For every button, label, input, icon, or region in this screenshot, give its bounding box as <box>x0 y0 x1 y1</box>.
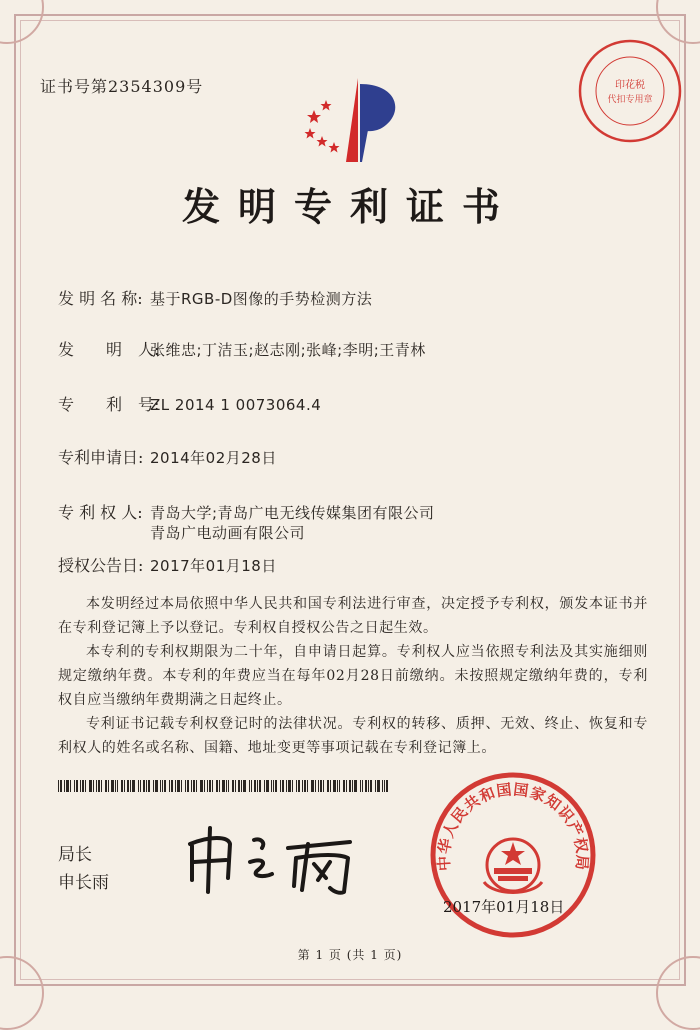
barcode-bar <box>368 780 369 792</box>
barcode-bar <box>124 780 125 792</box>
barcode-icon <box>58 780 388 792</box>
barcode-bar <box>327 780 329 792</box>
barcode-bar <box>101 780 102 792</box>
barcode-bar <box>193 780 195 792</box>
field-label: 专 利 权 人: <box>58 503 143 522</box>
barcode-bar <box>302 780 303 792</box>
barcode-bar <box>304 780 306 792</box>
barcode-bar <box>185 780 186 792</box>
barcode-bar <box>160 780 161 792</box>
barcode-bar <box>89 780 92 792</box>
barcode-bar <box>140 780 141 792</box>
barcode-bar <box>146 780 147 792</box>
barcode-bar <box>115 780 116 792</box>
barcode-bar <box>257 780 258 792</box>
field-grant-date <box>58 553 277 576</box>
barcode-bar <box>349 780 351 792</box>
barcode-bar <box>93 780 94 792</box>
barcode-bar <box>339 780 340 792</box>
barcode-bar <box>370 780 372 792</box>
field-value: ZL 2014 1 0073064.4 <box>150 396 322 414</box>
barcode-bar <box>315 780 316 792</box>
paragraph-term: 本专利的专利权期限为二十年，自申请日起算。专利权人应当依照专利法及其实施细则规定缴纳年费。本专利的年费应当在每年02月28日前缴纳。未按照规定缴纳年费的，专利权自应当缴纳年费期满之日起终止。 <box>58 644 648 708</box>
barcode-bar <box>74 780 75 792</box>
svg-text:印花税: 印花税 <box>615 80 645 91</box>
barcode-bar <box>209 780 211 792</box>
field-value: 基于RGB-D图像的手势检测方法 <box>150 290 373 308</box>
barcode-bar <box>320 780 322 792</box>
barcode-bar <box>127 780 129 792</box>
field-value: 青岛广电动画有限公司 <box>150 524 306 542</box>
barcode-bar <box>85 780 86 792</box>
barcode-bar <box>207 780 208 792</box>
barcode-bar <box>232 780 234 792</box>
barcode-bar <box>108 780 109 792</box>
body-text <box>58 592 648 760</box>
barcode-bar <box>96 780 97 792</box>
barcode-bar <box>377 780 380 792</box>
barcode-bar <box>82 780 84 792</box>
barcode-bar <box>271 780 272 792</box>
barcode-bar <box>111 780 114 792</box>
barcode-bar <box>58 780 59 792</box>
field-filing-date <box>58 445 277 468</box>
barcode-bar <box>238 780 240 792</box>
barcode-bar <box>148 780 150 792</box>
barcode-bar <box>360 780 361 792</box>
field-patentee-continued <box>58 522 305 543</box>
barcode-bar <box>171 780 173 792</box>
barcode-bar <box>275 780 277 792</box>
barcode-bar <box>254 780 256 792</box>
svg-text:代扣专用章: 代扣专用章 <box>607 95 653 105</box>
barcode-bar <box>121 780 123 792</box>
barcode-bar <box>196 780 197 792</box>
barcode-bar <box>343 780 345 792</box>
barcode-bar <box>138 780 139 792</box>
field-value: 青岛大学;青岛广电无线传媒集团有限公司 <box>150 504 435 522</box>
barcode-bar <box>66 780 69 792</box>
paragraph-grant: 本发明经过本局依照中华人民共和国专利法进行审查，决定授予专利权，颁发本证书并在专利登记簿上予以登记。专利权自授权公告之日起生效。 <box>58 596 648 636</box>
patent-office-logo-icon <box>296 70 416 170</box>
barcode-bar <box>64 780 65 792</box>
barcode-bar <box>259 780 261 792</box>
barcode-bar <box>243 780 246 792</box>
barcode-bar <box>382 780 383 792</box>
barcode-bar <box>235 780 236 792</box>
barcode-bar <box>311 780 314 792</box>
field-value: 2017年01月18日 <box>150 557 277 575</box>
barcode-bar <box>80 780 81 792</box>
barcode-bar <box>164 780 166 792</box>
barcode-bar <box>346 780 347 792</box>
barcode-bar <box>76 780 78 792</box>
tax-stamp-icon <box>575 36 685 146</box>
barcode-bar <box>330 780 331 792</box>
barcode-bar <box>333 780 336 792</box>
director-title: 局长 <box>58 845 92 865</box>
field-label: 发 明 名 称: <box>58 289 143 308</box>
barcode-bar <box>60 780 62 792</box>
seal-date: 2017年01月18日 <box>443 898 565 916</box>
signature-icon <box>180 818 370 898</box>
field-value: 2014年02月28日 <box>150 449 277 467</box>
barcode-bar <box>288 780 291 792</box>
barcode-bar <box>241 780 242 792</box>
barcode-bar <box>384 780 385 792</box>
barcode-bar <box>365 780 367 792</box>
field-patent-number <box>58 392 321 415</box>
field-label: 专利申请日: <box>58 448 144 467</box>
barcode-bar <box>264 780 265 792</box>
barcode-bar <box>266 780 269 792</box>
barcode-bar <box>191 780 192 792</box>
barcode-bar <box>212 780 213 792</box>
barcode-bar <box>175 780 176 792</box>
barcode-bar <box>282 780 284 792</box>
barcode-bar <box>292 780 293 792</box>
barcode-bar <box>298 780 300 792</box>
barcode-bar <box>352 780 353 792</box>
field-label: 专 利 号: <box>58 395 160 414</box>
field-label: 授权公告日: <box>58 556 144 575</box>
barcode-bar <box>181 780 182 792</box>
field-invention-name <box>58 286 372 309</box>
barcode-bar <box>153 780 154 792</box>
barcode-bar <box>222 780 225 792</box>
barcode-bar <box>337 780 338 792</box>
barcode-bar <box>362 780 363 792</box>
barcode-bar <box>280 780 281 792</box>
barcode-bar <box>98 780 100 792</box>
barcode-bar <box>105 780 107 792</box>
document-title: 发明专利证书 <box>181 184 518 229</box>
barcode-bar <box>130 780 131 792</box>
barcode-bar <box>296 780 297 792</box>
barcode-bar <box>216 780 218 792</box>
seal-text: 中华人民共和国国家知识产权局 <box>434 780 592 872</box>
barcode-bar <box>226 780 227 792</box>
barcode-bar <box>228 780 229 792</box>
field-value: 张维忠;丁洁玉;赵志刚;张峰;李明;王青林 <box>150 341 426 359</box>
barcode-bar <box>286 780 287 792</box>
barcode-bar <box>323 780 324 792</box>
barcode-bar <box>132 780 135 792</box>
barcode-bar <box>354 780 357 792</box>
barcode-bar <box>187 780 189 792</box>
barcode-bar <box>386 780 388 792</box>
barcode-bar <box>200 780 203 792</box>
field-inventors <box>58 337 426 360</box>
director-name: 申长雨 <box>58 873 109 893</box>
barcode-bar <box>249 780 250 792</box>
barcode-bar <box>273 780 274 792</box>
page-number: 第 1 页 (共 1 页) <box>297 948 403 962</box>
barcode-bar <box>204 780 205 792</box>
barcode-bar <box>251 780 252 792</box>
barcode-bar <box>70 780 71 792</box>
field-patentee <box>58 500 435 523</box>
barcode-bar <box>155 780 158 792</box>
certificate-number: 证书号第2354309号 <box>40 77 204 96</box>
field-label: 发 明 人: <box>58 340 160 359</box>
barcode-bar <box>162 780 163 792</box>
barcode-bar <box>307 780 308 792</box>
barcode-bar <box>169 780 170 792</box>
barcode-bar <box>318 780 319 792</box>
barcode-bar <box>143 780 145 792</box>
barcode-bar <box>177 780 180 792</box>
barcode-bar <box>375 780 376 792</box>
barcode-bar <box>117 780 118 792</box>
paragraph-legal-status: 专利证书记载专利权登记时的法律状况。专利权的转移、质押、无效、终止、恢复和专利权人的姓名或名称、国籍、地址变更等事项记载在专利登记簿上。 <box>58 716 648 756</box>
barcode-bar <box>219 780 220 792</box>
